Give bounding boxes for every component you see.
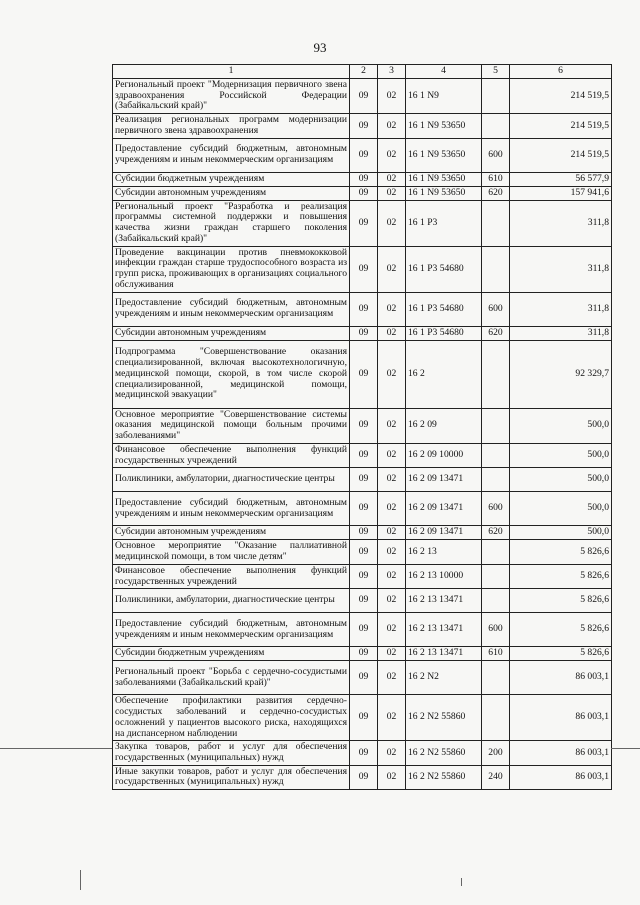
table-row (113, 172, 612, 186)
section-cell: 09 (350, 564, 378, 588)
table-row (113, 564, 612, 588)
header-row (113, 65, 612, 79)
row-name-cell: Региональный проект "Модернизация первичного звена здравоохранения Российской Федерации (Забайкальский край)" (113, 79, 350, 114)
row-name-cell: Проведение вакцинации против пневмококковой инфекции граждан старше трудоспособного возраста из групп риска, проживающих в организациях социального обслуживания (113, 246, 350, 292)
col-header: 5 (482, 65, 510, 79)
expense-type-cell: 200 (482, 741, 510, 765)
target-code-cell: 16 2 13 13471 (406, 647, 482, 661)
expense-type-cell (482, 408, 510, 443)
amount-cell: 311,8 (510, 292, 612, 326)
expense-type-cell (482, 540, 510, 564)
amount-cell: 86 003,1 (510, 695, 612, 741)
amount-cell: 500,0 (510, 443, 612, 467)
section-cell: 09 (350, 741, 378, 765)
table-row (113, 443, 612, 467)
target-code-cell: 16 1 N9 53650 (406, 186, 482, 200)
subsection-cell: 02 (378, 172, 406, 186)
subsection-cell: 02 (378, 564, 406, 588)
table-row (113, 200, 612, 246)
row-name-cell: Основное мероприятие "Совершенствование системы оказания медицинской помощи больным прочими заболеваниями" (113, 408, 350, 443)
section-cell: 09 (350, 326, 378, 340)
table-row (113, 661, 612, 695)
amount-cell: 5 826,6 (510, 613, 612, 647)
subsection-cell: 02 (378, 613, 406, 647)
row-name-cell: Субсидии бюджетным учреждениям (113, 647, 350, 661)
subsection-cell: 02 (378, 492, 406, 526)
col-header: 2 (350, 65, 378, 79)
expense-type-cell (482, 695, 510, 741)
amount-cell: 500,0 (510, 526, 612, 540)
target-code-cell: 16 2 (406, 340, 482, 408)
scan-line (80, 870, 81, 890)
subsection-cell: 02 (378, 468, 406, 492)
row-name-cell: Реализация региональных программ модернизации первичного звена здравоохранения (113, 114, 350, 138)
section-cell: 09 (350, 200, 378, 246)
row-name-cell: Предоставление субсидий бюджетным, автономным учреждениям и иным некоммерческим организациям (113, 613, 350, 647)
amount-cell: 500,0 (510, 408, 612, 443)
subsection-cell: 02 (378, 408, 406, 443)
subsection-cell: 02 (378, 292, 406, 326)
amount-cell: 5 826,6 (510, 540, 612, 564)
target-code-cell: 16 1 P3 54680 (406, 292, 482, 326)
target-code-cell: 16 2 N2 55860 (406, 741, 482, 765)
table-row (113, 340, 612, 408)
section-cell: 09 (350, 138, 378, 172)
expense-type-cell: 610 (482, 172, 510, 186)
expense-type-cell (482, 589, 510, 613)
row-name-cell: Закупка товаров, работ и услуг для обеспечения государственных (муниципальных) нужд (113, 741, 350, 765)
amount-cell: 86 003,1 (510, 741, 612, 765)
scan-line (461, 878, 462, 886)
amount-cell: 311,8 (510, 200, 612, 246)
subsection-cell: 02 (378, 326, 406, 340)
expense-type-cell (482, 246, 510, 292)
table-row (113, 765, 612, 789)
section-cell: 09 (350, 114, 378, 138)
col-header: 3 (378, 65, 406, 79)
amount-cell: 214 519,5 (510, 114, 612, 138)
section-cell: 09 (350, 526, 378, 540)
target-code-cell: 16 1 N9 53650 (406, 114, 482, 138)
expense-type-cell (482, 340, 510, 408)
target-code-cell: 16 2 N2 55860 (406, 695, 482, 741)
row-name-cell: Субсидии автономным учреждениям (113, 186, 350, 200)
table-row (113, 741, 612, 765)
target-code-cell: 16 2 09 13471 (406, 526, 482, 540)
section-cell: 09 (350, 408, 378, 443)
expense-type-cell: 610 (482, 647, 510, 661)
section-cell: 09 (350, 79, 378, 114)
section-cell: 09 (350, 695, 378, 741)
subsection-cell: 02 (378, 589, 406, 613)
row-name-cell: Региональный проект "Борьба с сердечно-сосудистыми заболеваниями (Забайкальский край)" (113, 661, 350, 695)
col-header: 1 (113, 65, 350, 79)
target-code-cell: 16 2 09 13471 (406, 468, 482, 492)
section-cell: 09 (350, 443, 378, 467)
expense-type-cell (482, 443, 510, 467)
expense-type-cell: 620 (482, 186, 510, 200)
row-name-cell: Обеспечение профилактики развития сердечно-сосудистых заболеваний и сердечно-сосудистых осложнений у пациентов высокого риска, находящихся на диспансерном наблюдении (113, 695, 350, 741)
expense-type-cell: 600 (482, 613, 510, 647)
table-row (113, 526, 612, 540)
expense-type-cell: 240 (482, 765, 510, 789)
table-row (113, 695, 612, 741)
row-name-cell: Финансовое обеспечение выполнения функций государственных учреждений (113, 443, 350, 467)
expense-type-cell (482, 661, 510, 695)
subsection-cell: 02 (378, 246, 406, 292)
amount-cell: 500,0 (510, 492, 612, 526)
subsection-cell: 02 (378, 114, 406, 138)
subsection-cell: 02 (378, 79, 406, 114)
table-row (113, 613, 612, 647)
subsection-cell: 02 (378, 661, 406, 695)
section-cell: 09 (350, 661, 378, 695)
table-row (113, 114, 612, 138)
target-code-cell: 16 2 09 (406, 408, 482, 443)
expense-type-cell: 620 (482, 326, 510, 340)
expense-type-cell (482, 468, 510, 492)
amount-cell: 311,8 (510, 246, 612, 292)
amount-cell: 5 826,6 (510, 564, 612, 588)
subsection-cell: 02 (378, 186, 406, 200)
table-row (113, 647, 612, 661)
target-code-cell: 16 1 P3 (406, 200, 482, 246)
subsection-cell: 02 (378, 647, 406, 661)
section-cell: 09 (350, 589, 378, 613)
expense-type-cell: 620 (482, 526, 510, 540)
table-row (113, 292, 612, 326)
page-number: 93 (313, 40, 327, 55)
col-header: 4 (406, 65, 482, 79)
section-cell: 09 (350, 186, 378, 200)
expense-type-cell: 600 (482, 492, 510, 526)
target-code-cell: 16 2 09 10000 (406, 443, 482, 467)
row-name-cell: Региональный проект "Разработка и реализация программы системной поддержки и повышения качества жизни граждан старшего поколения (Забайкальский край)" (113, 200, 350, 246)
section-cell: 09 (350, 340, 378, 408)
row-name-cell: Основное мероприятие "Оказание паллиативной медицинской помощи, в том числе детям" (113, 540, 350, 564)
target-code-cell: 16 2 09 13471 (406, 492, 482, 526)
subsection-cell: 02 (378, 741, 406, 765)
amount-cell: 56 577,9 (510, 172, 612, 186)
table-row (113, 408, 612, 443)
subsection-cell: 02 (378, 138, 406, 172)
amount-cell: 500,0 (510, 468, 612, 492)
section-cell: 09 (350, 540, 378, 564)
row-name-cell: Поликлиники, амбулатории, диагностические центры (113, 468, 350, 492)
expense-type-cell (482, 114, 510, 138)
section-cell: 09 (350, 647, 378, 661)
subsection-cell: 02 (378, 200, 406, 246)
table-row (113, 540, 612, 564)
subsection-cell: 02 (378, 695, 406, 741)
section-cell: 09 (350, 468, 378, 492)
section-cell: 09 (350, 292, 378, 326)
expense-type-cell: 600 (482, 138, 510, 172)
subsection-cell: 02 (378, 540, 406, 564)
subsection-cell: 02 (378, 526, 406, 540)
target-code-cell: 16 2 13 13471 (406, 589, 482, 613)
row-name-cell: Подпрограмма "Совершенствование оказания специализированной, включая высокотехнологичную, медицинской помощи, скорой, в том числе скорой специализированной, медицинской помощи, медицинской эвакуации" (113, 340, 350, 408)
section-cell: 09 (350, 492, 378, 526)
row-name-cell: Субсидии автономным учреждениям (113, 326, 350, 340)
col-header: 6 (510, 65, 612, 79)
table-row (113, 589, 612, 613)
row-name-cell: Финансовое обеспечение выполнения функций государственных учреждений (113, 564, 350, 588)
expense-type-cell (482, 564, 510, 588)
amount-cell: 214 519,5 (510, 138, 612, 172)
target-code-cell: 16 1 P3 54680 (406, 246, 482, 292)
scan-line (0, 748, 112, 749)
table-row (113, 246, 612, 292)
amount-cell: 86 003,1 (510, 661, 612, 695)
target-code-cell: 16 2 N2 55860 (406, 765, 482, 789)
table-row (113, 468, 612, 492)
expense-type-cell: 600 (482, 292, 510, 326)
target-code-cell: 16 2 13 (406, 540, 482, 564)
row-name-cell: Предоставление субсидий бюджетным, автономным учреждениям и иным некоммерческим организациям (113, 138, 350, 172)
target-code-cell: 16 2 13 13471 (406, 613, 482, 647)
target-code-cell: 16 1 N9 53650 (406, 138, 482, 172)
section-cell: 09 (350, 172, 378, 186)
table-row (113, 326, 612, 340)
subsection-cell: 02 (378, 443, 406, 467)
scan-line (611, 748, 640, 749)
target-code-cell: 16 1 N9 53650 (406, 172, 482, 186)
section-cell: 09 (350, 765, 378, 789)
budget-table (112, 64, 612, 790)
row-name-cell: Предоставление субсидий бюджетным, автономным учреждениям и иным некоммерческим организациям (113, 492, 350, 526)
table-row (113, 492, 612, 526)
section-cell: 09 (350, 246, 378, 292)
expense-type-cell (482, 200, 510, 246)
target-code-cell: 16 2 N2 (406, 661, 482, 695)
amount-cell: 157 941,6 (510, 186, 612, 200)
amount-cell: 92 329,7 (510, 340, 612, 408)
row-name-cell: Субсидии автономным учреждениям (113, 526, 350, 540)
amount-cell: 5 826,6 (510, 647, 612, 661)
subsection-cell: 02 (378, 340, 406, 408)
amount-cell: 5 826,6 (510, 589, 612, 613)
row-name-cell: Поликлиники, амбулатории, диагностические центры (113, 589, 350, 613)
target-code-cell: 16 2 13 10000 (406, 564, 482, 588)
table-row (113, 138, 612, 172)
row-name-cell: Субсидии бюджетным учреждениям (113, 172, 350, 186)
expense-type-cell (482, 79, 510, 114)
table-row (113, 79, 612, 114)
row-name-cell: Предоставление субсидий бюджетным, автономным учреждениям и иным некоммерческим организациям (113, 292, 350, 326)
amount-cell: 214 519,5 (510, 79, 612, 114)
amount-cell: 311,8 (510, 326, 612, 340)
row-name-cell: Иные закупки товаров, работ и услуг для обеспечения государственных (муниципальных) нужд (113, 765, 350, 789)
target-code-cell: 16 1 N9 (406, 79, 482, 114)
table-row (113, 186, 612, 200)
amount-cell: 86 003,1 (510, 765, 612, 789)
section-cell: 09 (350, 613, 378, 647)
target-code-cell: 16 1 P3 54680 (406, 326, 482, 340)
subsection-cell: 02 (378, 765, 406, 789)
